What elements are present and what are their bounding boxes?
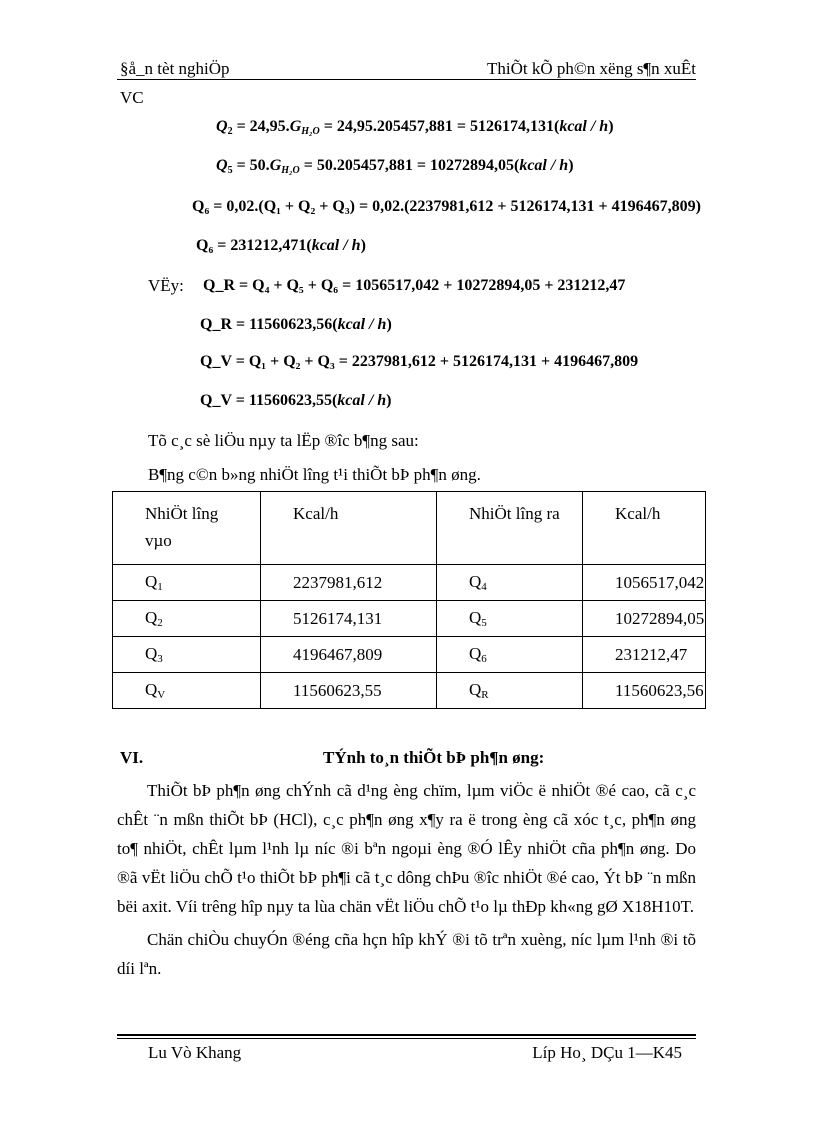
table-row	[113, 565, 706, 601]
paragraph-equipment: ThiÕt bÞ ph¶n øng chÝnh cã d¹ng èng chïm, lµm viÖc ë nhiÖt ®é cao, cã c¸c chÊt ¨n mßn thiÕt bÞ (HCl), c¸c ph¶n øng x¶y ra ë trong èng cã xóc t¸c, ph¶n øng to¶ nhiÖt, chÊt lµm l¹nh lµ níc ®i bªn ngoµi èng ®Ó lÊy nhiÖt cña ph¶n øng. Do ®ã vËt liÖu chÕ t¹o thiÕt bÞ ph¶i cã t¸c dông chÞu ®îc nhiÖt ®é cao, Ýt bÞ ¨n mßn bëi axit. Víi trêng hîp nµy ta lùa chän vËt liÖu chÕ t¹o lµ thÐp kh«ng gØ X18H10T.	[117, 781, 696, 916]
cell-in-symbol: $Q_3$	[113, 637, 261, 673]
table-header-row	[113, 492, 706, 565]
cell-out-value: 231212,47	[583, 637, 706, 673]
header-rule	[117, 79, 696, 80]
cell-in-value: 11560623,55	[261, 673, 437, 709]
cell-out-value: 11560623,56	[583, 673, 706, 709]
footer-author: Lu Vò Khang	[148, 1043, 242, 1062]
cell-in-symbol: $Q_2$	[113, 601, 261, 637]
header-right-title: ThiÕt kÕ ph©n xëng s¶n xuÊt	[486, 59, 696, 78]
header-left-title: §å_n tèt nghiÖp	[120, 59, 230, 78]
paragraph-flow-direction: Chän chiÒu chuyÓn ®éng cña hçn hîp khÝ ®i tõ trªn xuèng, níc lµm l¹nh ®i tõ díi lªn.	[117, 930, 696, 978]
vay-label: VËy:	[148, 276, 184, 295]
table-row	[113, 601, 706, 637]
cell-in-symbol: $Q_V$	[113, 673, 261, 709]
equation-qr-result: Q_R = 11560623,56(kcal / h)	[200, 316, 392, 333]
table-row	[113, 637, 706, 673]
footer-rule-thin	[117, 1038, 696, 1039]
equation-qv-sum: Q_V = Q₁ + Q₂ + Q₃ = 2237981,612 + 5126174,131 + 4196467,809	[200, 353, 639, 370]
cell-out-value: 10272894,05	[583, 601, 706, 637]
section-title: TÝnh to¸n thiÕt bÞ ph¶n øng:	[323, 748, 545, 767]
heat-balance-table	[112, 491, 706, 709]
cell-out-symbol: $Q_6$	[437, 637, 583, 673]
equation-qr-sum: Q_R = Q₄ + Q₅ + Q₆ = 1056517,042 + 10272894,05 + 231212,47	[203, 277, 626, 294]
header-heat-out: NhiÖt lîng ra	[437, 492, 583, 565]
header-kcal-out: Kcal/h	[583, 492, 706, 565]
cell-in-value: 4196467,809	[261, 637, 437, 673]
header-heat-in: NhiÖt lîng vµo	[113, 492, 261, 565]
header-kcal-in: Kcal/h	[261, 492, 437, 565]
cell-in-value: 2237981,612	[261, 565, 437, 601]
cell-out-symbol: $Q_R$	[437, 673, 583, 709]
intro-line-2: B¶ng c©n b»ng nhiÖt lîng t¹i thiÕt bÞ ph¶n øng.	[148, 465, 481, 484]
footer-rule-thick	[117, 1034, 696, 1036]
equation-q2: $Q_2 = 24,95.G_{H_2O} = 24,95.205457,881$ = 5126174,131(kcal / h)	[216, 118, 614, 137]
equation-q6-sum: Q₆ = 0,02.(Q₁ + Q₂ + Q₃) = 0,02.(2237981,612 + 5126174,131 + 4196467,809)	[192, 198, 701, 215]
section-number: VI.	[120, 748, 144, 767]
intro-line-1: Tõ c¸c sè liÖu nµy ta lËp ®îc b¶ng sau:	[148, 431, 419, 450]
equation-q5: $Q_5 = 50.G_{H_2O} = 50.205457,881$ = 10272894,05(kcal / h)	[216, 157, 574, 176]
table-row	[113, 673, 706, 709]
cell-in-value: 5126174,131	[261, 601, 437, 637]
cell-out-value: 1056517,042	[583, 565, 706, 601]
vc-label: VC	[120, 88, 144, 107]
equation-q6-result: Q₆ = 231212,471(kcal / h)	[196, 237, 366, 254]
cell-out-symbol: $Q_5$	[437, 601, 583, 637]
equation-qv-result: Q_V = 11560623,55(kcal / h)	[200, 392, 392, 409]
cell-out-symbol: $Q_4$	[437, 565, 583, 601]
body-text	[117, 776, 696, 983]
cell-in-symbol: $Q_1$	[113, 565, 261, 601]
footer-class: Líp Ho¸ DÇu 1—K45	[532, 1043, 682, 1062]
